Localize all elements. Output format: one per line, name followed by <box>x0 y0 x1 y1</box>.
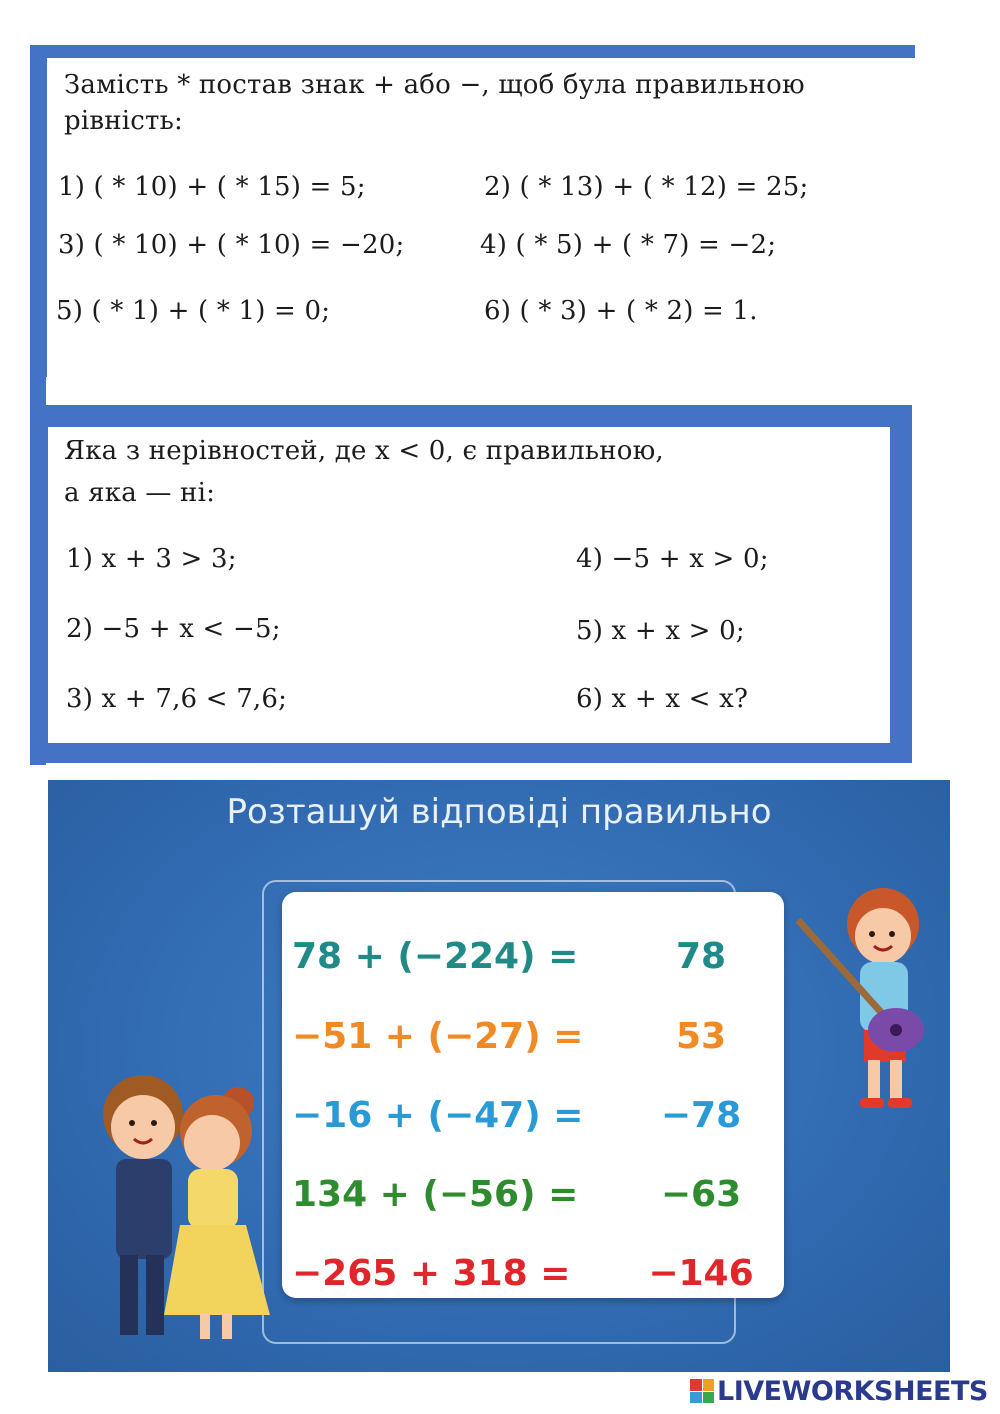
liveworksheets-logo <box>690 1374 988 1408</box>
answer-1[interactable]: 78 <box>675 936 727 977</box>
equation-5 <box>292 1253 570 1294</box>
boy-with-guitar-illustration <box>788 880 950 1130</box>
task2-side-strip <box>30 360 46 765</box>
equation-2 <box>292 1016 583 1057</box>
answer-5[interactable]: −146 <box>648 1253 754 1294</box>
task2-item-6: 6) x + x < x? <box>576 684 749 714</box>
task1-item-6: 6) ( * 3) + ( * 2) = 1. <box>484 296 758 326</box>
equation-5-expr: −265 + 318 = <box>292 1253 571 1294</box>
task1-intro-line2: рівність: <box>64 106 183 136</box>
liveworksheets-logo-text: LIVEWORKSHEETS <box>717 1375 988 1407</box>
task3-background <box>48 780 950 1372</box>
equation-3-expr: −16 + (−47) = <box>292 1095 584 1136</box>
task2-item-5: 5) x + x > 0; <box>576 616 745 646</box>
task2-item-1: 1) x + 3 > 3; <box>66 544 237 574</box>
equation-1 <box>292 936 578 977</box>
liveworksheets-logo-icon <box>690 1379 714 1403</box>
task2-intro-line1: Яка з нерівностей, де x < 0, є правильною, <box>64 436 664 466</box>
task1-intro-line1: Замість * постав знак + або −, щоб була правильною <box>64 70 805 100</box>
task1-item-4: 4) ( * 5) + ( * 7) = −2; <box>480 230 777 260</box>
equation-4-expr: 134 + (−56) = <box>292 1174 579 1215</box>
answer-2[interactable]: 53 <box>675 1016 727 1057</box>
task1-item-1: 1) ( * 10) + ( * 15) = 5; <box>58 172 366 202</box>
task2-item-2: 2) −5 + x < −5; <box>66 614 281 644</box>
answer-3[interactable]: −78 <box>660 1095 742 1136</box>
answer-4[interactable]: −63 <box>660 1174 742 1215</box>
task2-item-4: 4) −5 + x > 0; <box>576 544 769 574</box>
equation-3 <box>292 1095 583 1136</box>
task1-item-2: 2) ( * 13) + ( * 12) = 25; <box>484 172 809 202</box>
task3-title: Розташуй відповіді правильно <box>226 792 772 832</box>
task1-item-3: 3) ( * 10) + ( * 10) = −20; <box>58 230 405 260</box>
task2-intro-line2: а яка — ні: <box>64 478 216 508</box>
equation-1-expr: 78 + (−224) = <box>292 936 579 977</box>
equations-card <box>282 892 784 1298</box>
equation-4 <box>292 1174 578 1215</box>
equation-2-expr: −51 + (−27) = <box>292 1016 584 1057</box>
dancing-couple-illustration <box>88 1065 288 1345</box>
task1-item-5: 5) ( * 1) + ( * 1) = 0; <box>56 296 331 326</box>
task2-item-3: 3) x + 7,6 < 7,6; <box>66 684 288 714</box>
